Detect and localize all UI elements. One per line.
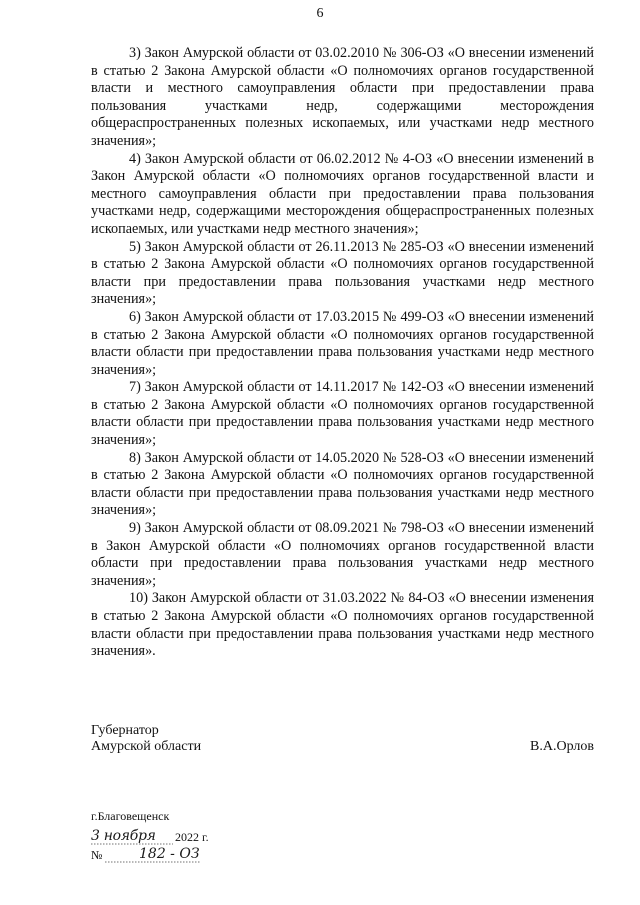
- place-of-signing: г.Благовещенск: [91, 809, 170, 823]
- page-number: 6: [316, 6, 324, 21]
- signatory-title-line1: Губернатор: [91, 723, 159, 738]
- law-list: [91, 45, 594, 661]
- number-label: №: [91, 848, 103, 862]
- number-line: [91, 846, 231, 864]
- list-item: 8) Закон Амурской области от 14.05.2020 № 528-ОЗ «О внесении изменений в статью 2 Закона Амурской области «О полномочиях органов государственной власти области при предоставлении права пользования участками недр местного значения»;: [91, 449, 594, 519]
- list-item: 4) Закон Амурской области от 06.02.2012 № 4-ОЗ «О внесении изменений в Закон Амурской области «О полномочиях органов государственной власти и местного самоуправления области при предоставлении права пользования участками недр, содержащими месторождения общераспространенных полезных ископаемых, или участками недр местного значения»;: [91, 150, 594, 237]
- list-item: 6) Закон Амурской области от 17.03.2015 № 499-ОЗ «О внесении изменений в статью 2 Закона Амурской области «О полномочиях органов государственной власти области при предоставлении права пользования участками недр местного значения»;: [91, 308, 594, 378]
- list-item: 9) Закон Амурской области от 08.09.2021 № 798-ОЗ «О внесении изменений в Закон Амурской области «О полномочиях органов государственной власти области при предоставлении права пользования участками недр местного значения»;: [91, 520, 594, 589]
- handwritten-number: 182 - ОЗ: [139, 846, 200, 862]
- date-year: 2022 г.: [175, 830, 209, 844]
- list-item: 3) Закон Амурской области от 03.02.2010 № 306-ОЗ «О внесении изменений в статью 2 Закона Амурской области «О полномочиях органов государственной власти и местного самоуправления области при предоставлении права пользования участками недр, содержащими месторождения общераспространенных полезных ископаемых, или участками недр местного значения»;: [91, 45, 594, 149]
- list-item: 7) Закон Амурской области от 14.11.2017 № 142-ОЗ «О внесении изменений в статью 2 Закона Амурской области «О полномочиях органов государственной власти области при предоставлении права пользования участками недр местного значения»;: [91, 379, 594, 449]
- date-line: [91, 828, 231, 846]
- handwritten-date: 3 ноября: [91, 828, 156, 844]
- signatory-title-line2: Амурской области: [91, 739, 202, 754]
- list-item: 10) Закон Амурской области от 31.03.2022 № 84-ОЗ «О внесении изменения в статью 2 Закона Амурской области «О полномочиях органов государственной власти области при предоставлении права пользования участками недр местного значения».: [91, 590, 594, 660]
- list-item: 5) Закон Амурской области от 26.11.2013 № 285-ОЗ «О внесении изменений в статью 2 Закона Амурской области «О полномочиях органов государственной власти при предоставлении права пользования участками недр местного значения»;: [91, 238, 594, 308]
- signatory-title: [91, 723, 201, 755]
- signatory-name: В.А.Орлов: [530, 739, 594, 754]
